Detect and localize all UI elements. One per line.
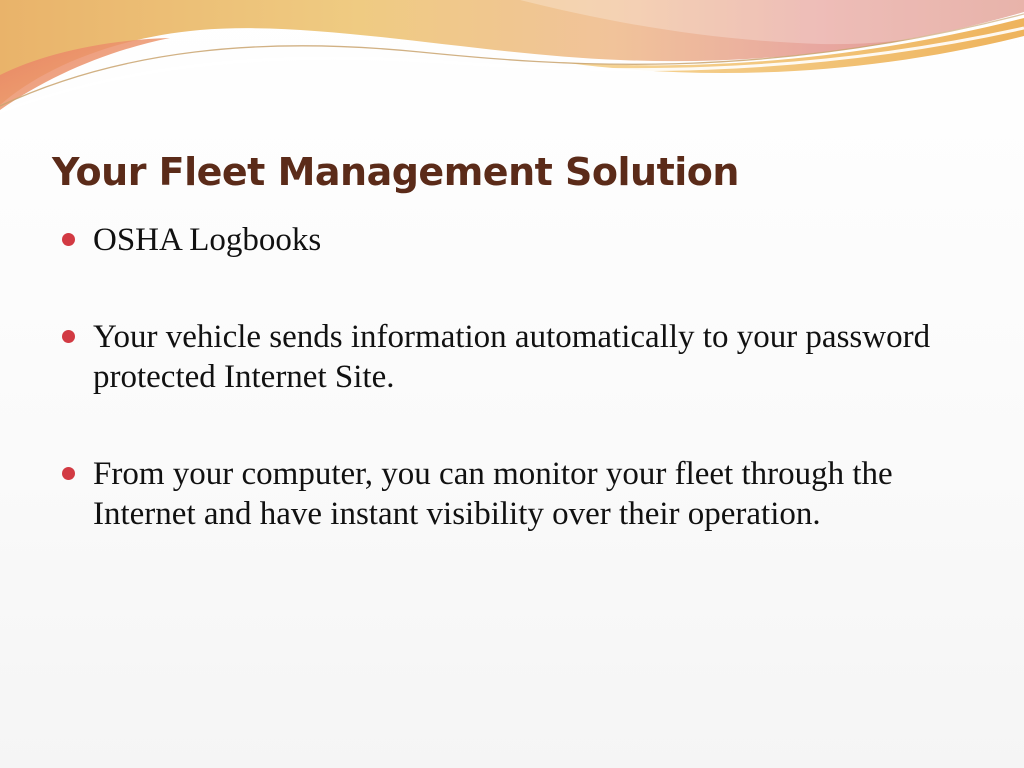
bullet-item (62, 220, 962, 260)
bullet-text: From your computer, you can monitor your fleet through the Internet and have instant visibility over their operation. (93, 456, 893, 532)
bullet-marker-icon (62, 330, 75, 343)
decorative-wave-banner (0, 0, 1024, 130)
bullet-list (62, 220, 962, 534)
bullet-marker-icon (62, 233, 75, 246)
bullet-marker-icon (62, 467, 75, 480)
bullet-text: OSHA Logbooks (93, 222, 322, 258)
bullet-item (62, 317, 962, 397)
bullet-item (62, 454, 962, 534)
bullet-text: Your vehicle sends information automatically to your password protected Internet Site. (93, 319, 931, 395)
slide-title: Your Fleet Management Solution (52, 150, 739, 194)
